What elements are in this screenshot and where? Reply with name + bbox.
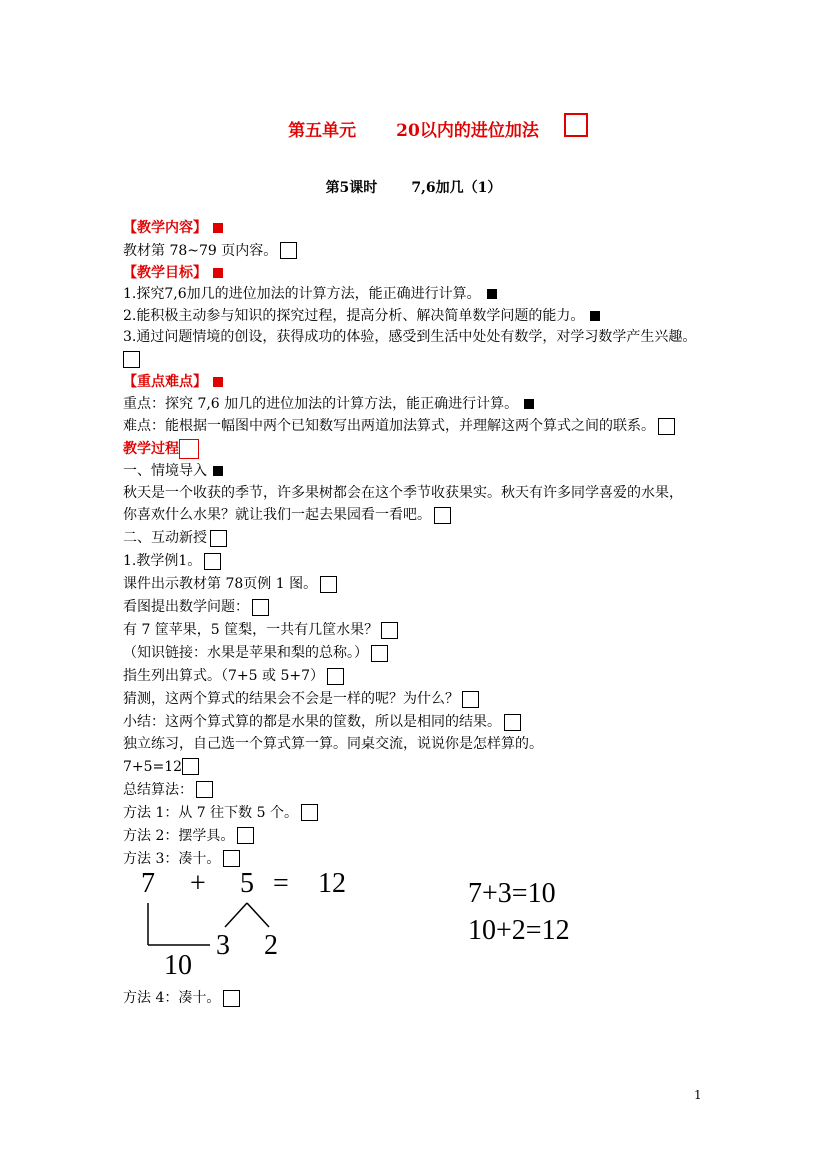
equation-2: 10+2=12 xyxy=(468,915,570,946)
section-heading: 教学过程 xyxy=(123,441,179,458)
section-heading: 【教学内容】 xyxy=(123,220,207,236)
checkbox[interactable] xyxy=(434,507,451,524)
method-4-line: 方法 4：凑十。 xyxy=(123,987,240,1010)
addend-five: 5 xyxy=(240,868,254,899)
square-icon xyxy=(213,377,223,387)
square-icon xyxy=(213,268,223,278)
ten-label: 10 xyxy=(164,950,192,981)
section-heading: 【教学目标】 xyxy=(123,264,207,281)
checkbox[interactable] xyxy=(504,714,521,731)
split-two: 2 xyxy=(264,930,278,961)
checkbox[interactable] xyxy=(182,758,199,775)
square-icon xyxy=(213,223,223,233)
section-heading: 【重点难点】 xyxy=(123,373,207,390)
checkbox[interactable] xyxy=(196,781,213,798)
lesson-title: 第5课时 7,6加几（1） xyxy=(325,180,502,196)
split-lines xyxy=(140,895,280,955)
sum-result: 12 xyxy=(318,868,346,899)
checkbox[interactable] xyxy=(371,645,388,662)
equals-sign: = xyxy=(273,868,289,899)
checkbox[interactable] xyxy=(381,622,398,639)
lesson-body: 【教学内容】 教材第 78~79 页内容。 【教学目标】 1.探究7,6加几的进位加法的计算方法，能正确进行计算。 2.能积极主动参与知识的探究过程，提高分析、解决简单数学问题的能力。 3.通过问题情境的创设，获得成功的体验，感受到生活中处处有数学，对学习数学产生兴趣。 【重点难点】 重点：探究 7,6 加几的进位加法的计算方法，能正确进行计算。 难点：能根据一幅图中两个已知数写出两道加法算式，并理解这两个算式之间的联系。 教学过程 一、情境导入 秋天是一个收获的季节，许多果树都会在这个季节收获果实。秋天有许多同学喜爱的水果， 你喜欢什么水果？就让我们一起去果园看一看吧。 二、互动新授 1.教学例1。 课件出示教材第 78页例 1 图。 看图提出数学问题： 有 7 筐苹果，5 筐梨，一共有几筐水果？ （知识链接：水果是苹果和梨的总称。） 指生列出算式。（7+5 或 5+7） 猜测，这两个算式的结果会不会是一样的呢？为什么？ 小结：这两个算式算的都是水果的筐数，所以是相同的结果。 独立练习，自己选一个算式算一算。同桌交流，说说你是怎样算的。 7+5=12 总结算法： 方法 1：从 7 往下数 5 个。 方法 2：摆学具。 方法 3：凑十。 xyxy=(123,220,697,867)
square-icon xyxy=(590,311,600,321)
checkbox[interactable] xyxy=(223,990,240,1007)
checkbox[interactable] xyxy=(320,576,337,593)
checkbox[interactable] xyxy=(658,418,675,435)
square-icon xyxy=(524,399,534,409)
square-icon xyxy=(487,289,497,299)
checkbox[interactable] xyxy=(327,668,344,685)
checkbox[interactable] xyxy=(210,530,227,547)
square-icon xyxy=(213,466,223,476)
checkbox[interactable] xyxy=(204,553,221,570)
checkbox[interactable] xyxy=(564,113,588,137)
checkbox[interactable] xyxy=(179,439,199,459)
checkbox[interactable] xyxy=(223,850,240,867)
addend-seven: 7 xyxy=(141,868,155,899)
equation-1: 7+3=10 xyxy=(468,878,556,909)
plus-sign: + xyxy=(190,868,206,899)
checkbox[interactable] xyxy=(123,351,140,368)
checkbox[interactable] xyxy=(462,691,479,708)
checkbox[interactable] xyxy=(301,804,318,821)
page-number: 1 xyxy=(694,1088,702,1102)
split-three: 3 xyxy=(216,930,230,961)
checkbox[interactable] xyxy=(280,242,297,259)
checkbox[interactable] xyxy=(237,827,254,844)
checkbox[interactable] xyxy=(252,599,269,616)
unit-title: 第五单元 20以内的进位加法 xyxy=(288,121,539,141)
